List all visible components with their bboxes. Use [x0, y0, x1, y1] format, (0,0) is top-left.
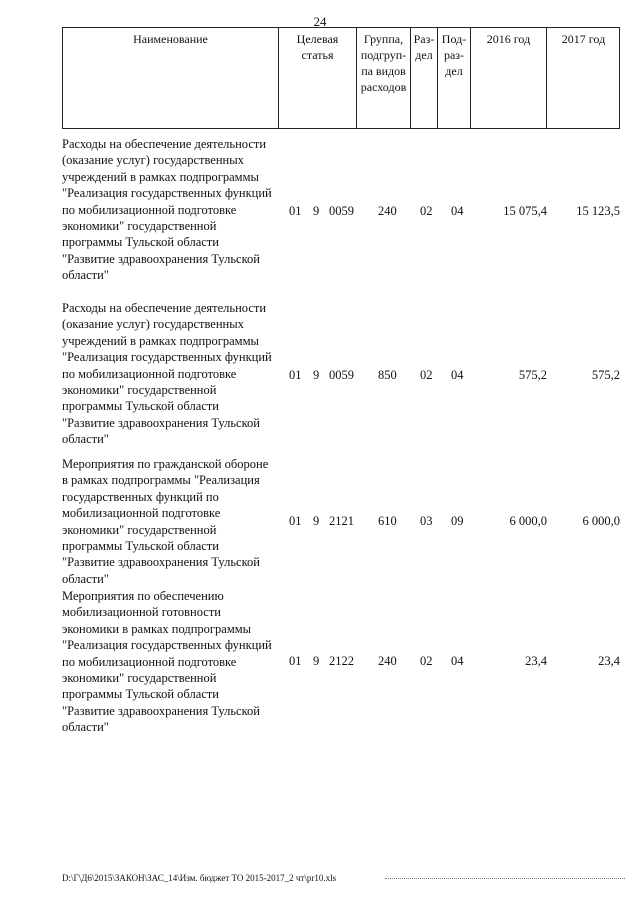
row-name: Мероприятия по обеспечению мобилизационной готовности экономики в рамках подпрограммы "Реализация государственных функций по мобилизационной подготовке экономики" государственной программы Тульской области "Развитие здравоохранения Тульской области": [62, 589, 272, 735]
header-year-2017: 2017 год: [546, 28, 620, 128]
file-path-footer: D:\Г\Д6\2015\ЗАКОН\ЗАС_14\Изм. бюджет ТО 2015-2017_2 чт\pr10.xls: [62, 873, 337, 883]
target-code-1: 01: [289, 654, 302, 668]
page-number: 24: [313, 14, 327, 29]
amount-2016: 6 000,0: [509, 514, 547, 528]
expense-group: 850: [378, 368, 397, 382]
target-code-1: 01: [289, 368, 302, 382]
header-subsection: Под- раз- дел: [437, 28, 470, 128]
expense-group: 240: [378, 654, 397, 668]
expense-group: 240: [378, 204, 397, 218]
header-expense-group: Группа, подгруп- па видов расходов: [356, 28, 410, 128]
section: 02: [420, 204, 433, 218]
target-code-3: 2122: [329, 654, 354, 668]
row-name: Расходы на обеспечение деятельности (оказание услуг) государственных учреждений в рамках подпрограммы "Реализация государственных функций по мобилизационной подготовке экономики" государственной программы Тульской области "Развитие здравоохранения Тульской области": [62, 137, 272, 283]
section: 02: [420, 368, 433, 382]
target-code-3: 0059: [329, 204, 354, 218]
section: 03: [420, 514, 433, 528]
target-code-2: 9: [313, 368, 320, 382]
subsection: 04: [451, 654, 464, 668]
subsection: 04: [451, 204, 464, 218]
row-name: Мероприятия по гражданской обороне в рамках подпрограммы "Реализация государственных функций по мобилизационной подготовке экономики" государственной программы Тульской области "Развитие здравоохранения Тульской области": [62, 457, 269, 586]
section: 02: [420, 654, 433, 668]
header-target-article: Целевая статья: [278, 28, 356, 128]
amount-2017: 575,2: [591, 368, 620, 382]
table-header: [62, 27, 620, 129]
target-code-1: 01: [289, 204, 302, 218]
target-code-2: 9: [313, 654, 320, 668]
target-code-3: 2121: [329, 514, 354, 528]
header-year-2016: 2016 год: [470, 28, 546, 128]
subsection: 09: [451, 514, 464, 528]
amount-2017: 23,4: [598, 654, 620, 668]
target-code-1: 01: [289, 514, 302, 528]
header-name: Наименование: [133, 32, 208, 46]
amount-2017: 15 123,5: [576, 204, 620, 218]
amount-2016: 23,4: [525, 654, 547, 668]
amount-2016: 575,2: [518, 368, 547, 382]
footer-divider: [385, 878, 625, 879]
header-section: Раз- дел: [410, 28, 437, 128]
target-code-2: 9: [313, 514, 320, 528]
target-code-3: 0059: [329, 368, 354, 382]
subsection: 04: [451, 368, 464, 382]
expense-group: 610: [378, 514, 397, 528]
row-name: Расходы на обеспечение деятельности (оказание услуг) государственных учреждений в рамках подпрограммы "Реализация государственных функций по мобилизационной подготовке экономики" государственной программы Тульской области "Развитие здравоохранения Тульской области": [62, 301, 272, 447]
target-code-2: 9: [313, 204, 320, 218]
amount-2016: 15 075,4: [503, 204, 547, 218]
amount-2017: 6 000,0: [582, 514, 620, 528]
